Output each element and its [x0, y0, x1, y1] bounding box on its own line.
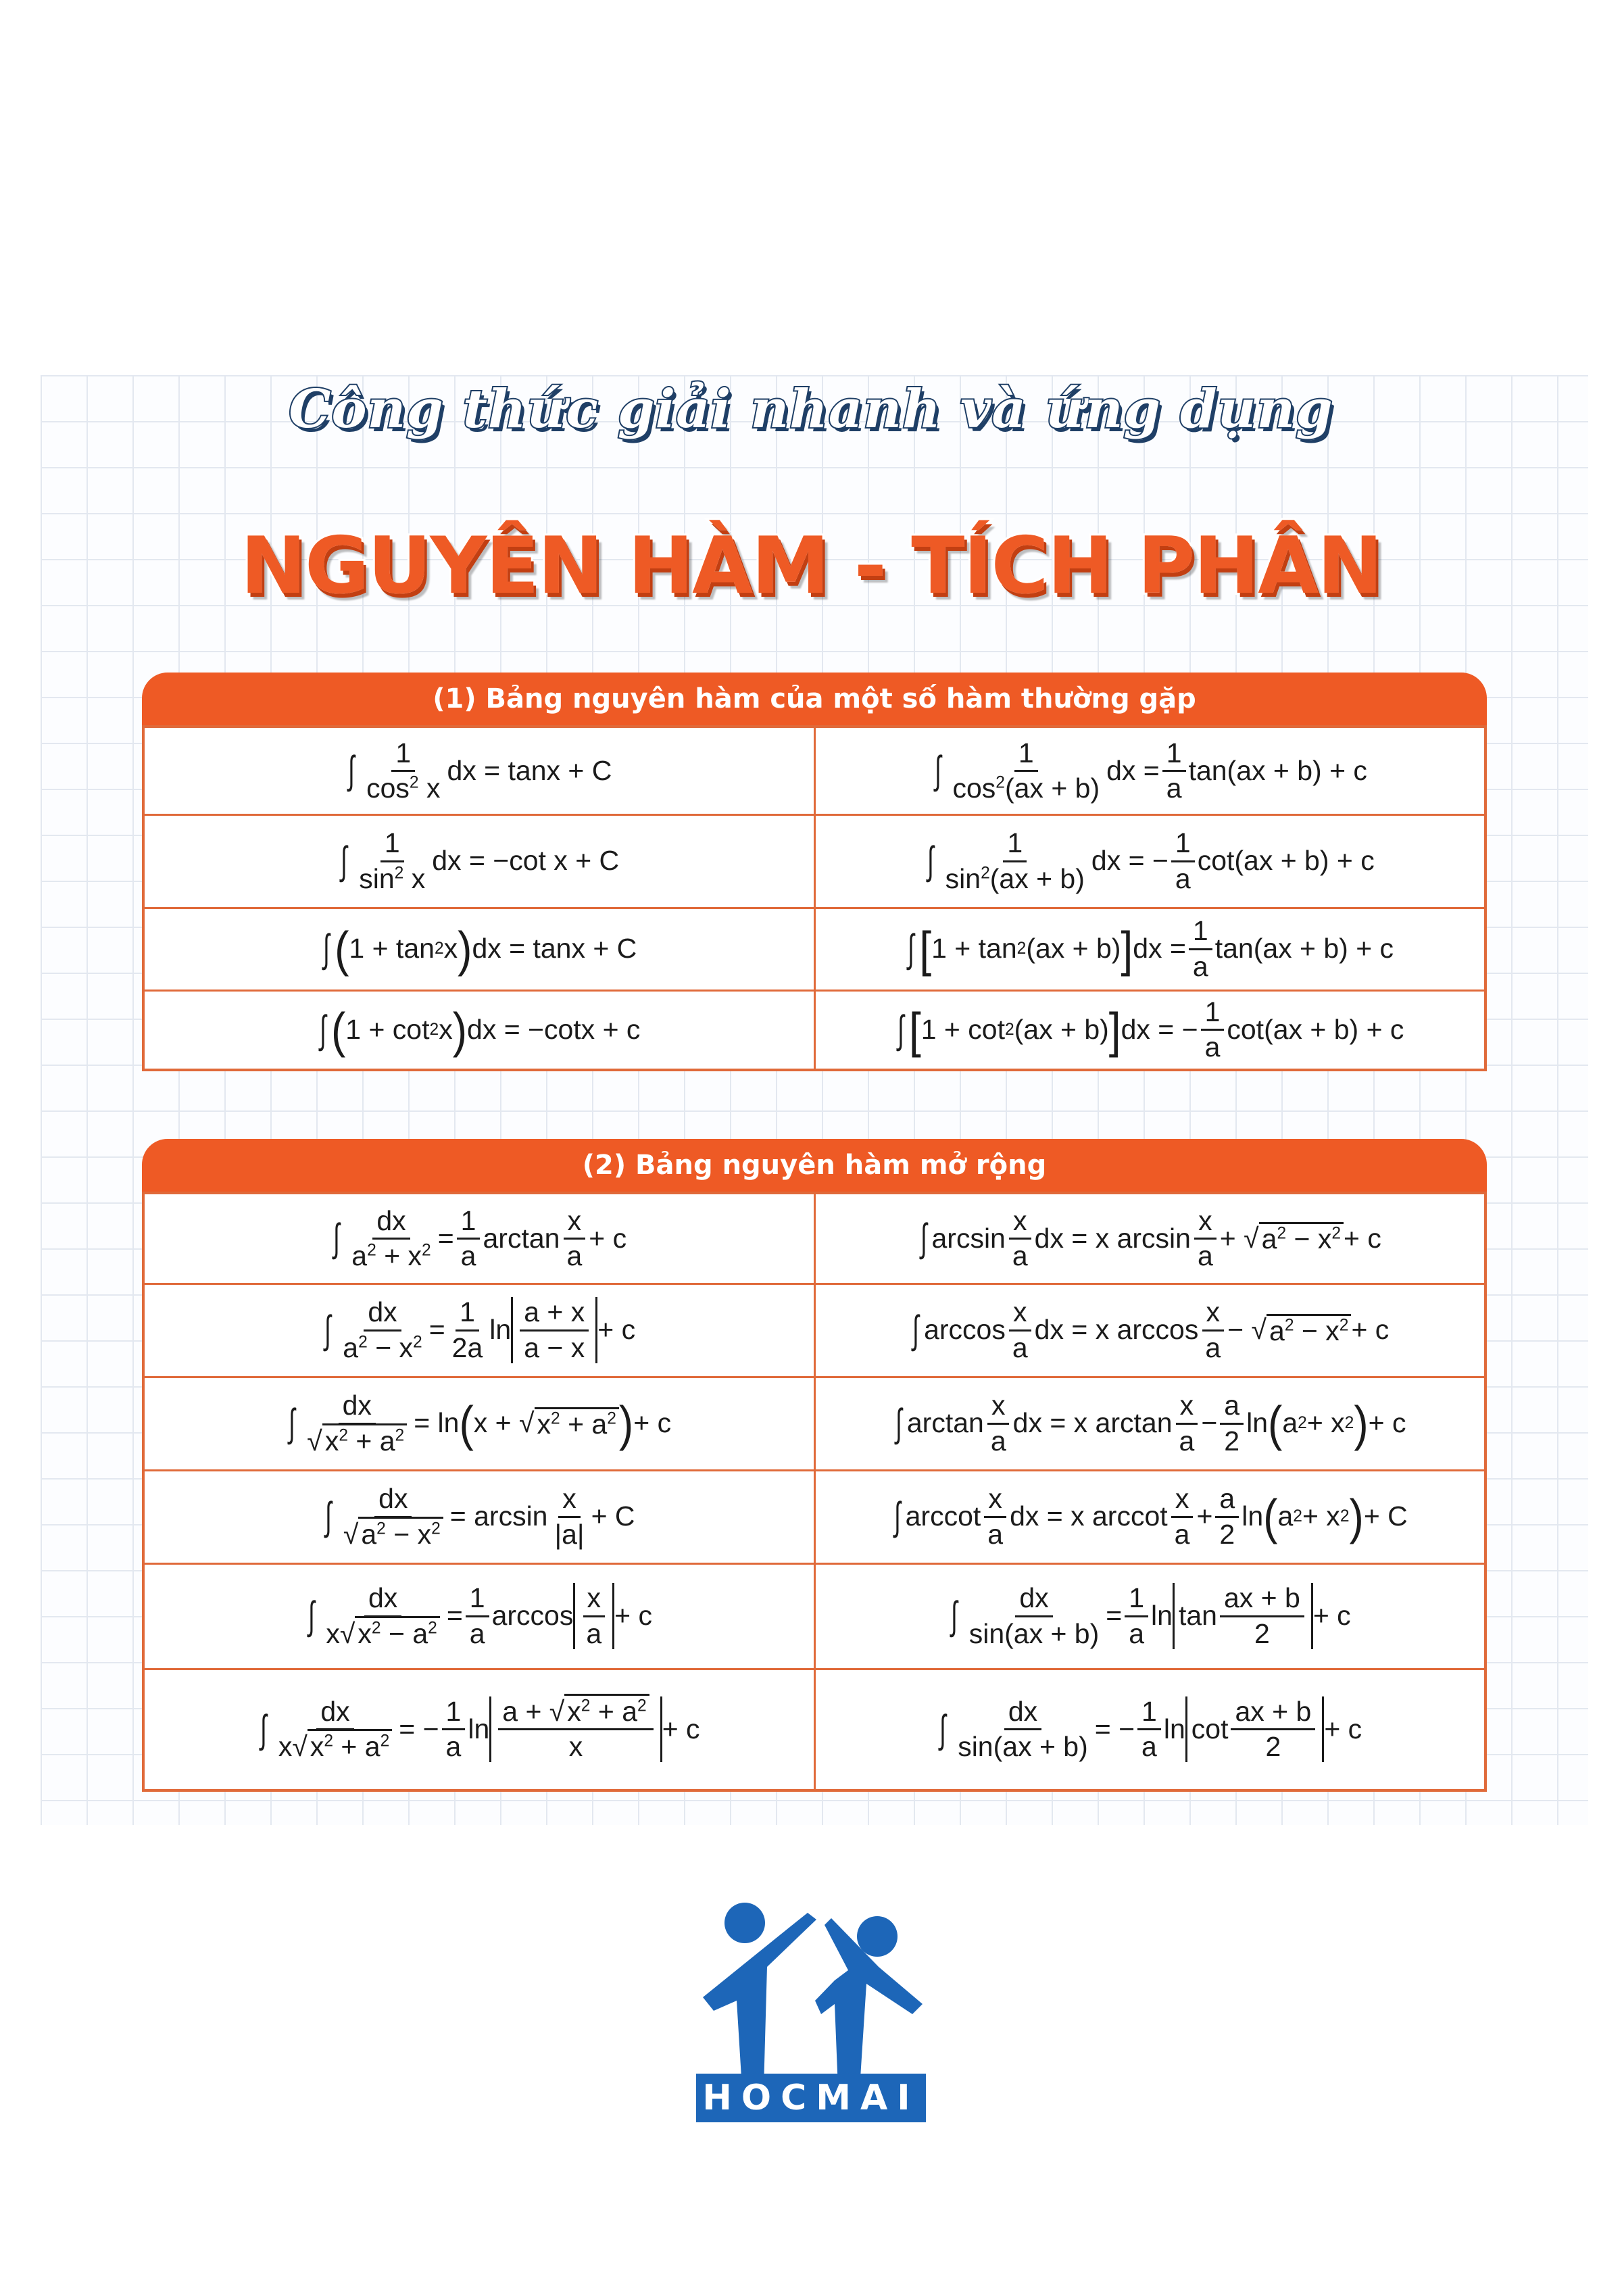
formula: ∫ arccot $\frac{x}{a}$ dx = x arccot $\frac{x}{a}$ + $\frac{a}{2}$ ln ( a 2 + x 2 ) + C: [893, 1483, 1408, 1550]
formula: ∫ $\frac{dx}{a^2 + x^2}$ = $\frac{1}{a}$ arctan $\frac{x}{a}$ + c: [333, 1204, 627, 1271]
formula: ∫ $\frac{dx}{\sin(ax + b)}$ = $\frac{1}{a}$ ln tan $\frac{ax + b}{2}$ + c: [951, 1582, 1351, 1649]
formula-cell: [143, 814, 814, 908]
formula: ∫ $\frac{1}{\cos^2 x}$ dx = tanx + C: [348, 737, 612, 804]
subtitle-heading: Công thức giải nhanh và ứng dụng: [289, 378, 1333, 440]
formula: ∫ $\frac{dx}{\sin(ax + b)}$ = − $\frac{1}{a}$ ln cot $\frac{ax + b}{2}$ + c: [939, 1696, 1362, 1763]
formula: ∫ $\frac{dx}{√a^2 - x^2}$ = arcsin $\frac{x}{|a|}$ + C: [325, 1483, 635, 1550]
formula-cell: [814, 990, 1485, 1070]
formula-cell: [143, 1669, 814, 1790]
formula-cell: [143, 1563, 814, 1669]
formula-cell: [814, 1193, 1485, 1284]
formula: ∫ $\frac{1}{\sin^2(ax + b)}$ dx = − $\frac{1}{a}$ cot(ax + b) + c: [927, 827, 1375, 894]
table-row: [143, 727, 1485, 814]
formula-cell: [143, 1284, 814, 1377]
formula-cell: [814, 1470, 1485, 1563]
formula: ∫ arccos $\frac{x}{a}$ dx = x arccos $\frac{x}{a}$ − √ $a^2 - x^2$ + c: [912, 1296, 1390, 1363]
section2-title: (2) Bảng nguyên hàm mở rộng: [142, 1139, 1487, 1192]
formula: ∫ ( 1 + tan 2 x ) dx = tanx + C: [323, 921, 637, 977]
table-row: [143, 814, 1485, 908]
formula-cell: [143, 990, 814, 1070]
formula-cell: [143, 1470, 814, 1563]
formula-cell: [814, 1669, 1485, 1790]
formula-cell: [143, 1193, 814, 1284]
formula: ∫ $\frac{dx}{a^2 - x^2}$ = $\frac{1}{2a}$ ln $\frac{a + x}{a - x}$ + c: [324, 1296, 636, 1363]
section1-title: (1) Bảng nguyên hàm của một số hàm thường gặp: [142, 673, 1487, 725]
table-row: [143, 1377, 1485, 1470]
section1-formula-table: [142, 725, 1487, 1071]
formula-cell: [814, 1563, 1485, 1669]
formula: ∫ $\frac{dx}{x√x^2 - a^2}$ = $\frac{1}{a}$ arccos $\frac{x}{a}$ + c: [308, 1582, 652, 1649]
table-row: [143, 908, 1485, 990]
section2-formula-table: [142, 1192, 1487, 1792]
formula: ∫ $\frac{1}{\sin^2 x}$ dx = −cot x + C: [341, 827, 620, 894]
formula: ∫ ( 1 + cot 2 x ) dx = −cotx + c: [320, 1002, 641, 1058]
table-row: [143, 1470, 1485, 1563]
page-title: NGUYÊN HÀM - TÍCH PHÂN: [240, 520, 1382, 612]
table-row: [143, 1563, 1485, 1669]
formula-cell: [814, 1377, 1485, 1470]
formula: ∫ arcsin $\frac{x}{a}$ dx = x arcsin $\frac{x}{a}$ + √ $a^2 - x^2$ + c: [920, 1204, 1381, 1271]
table-row: [143, 1193, 1485, 1284]
table-row: [143, 1669, 1485, 1790]
formula: ∫ [ 1 + tan 2 (ax + b) ] dx = $\frac{1}{a}$ tan(ax + b) + c: [908, 915, 1394, 982]
formula-cell: [814, 727, 1485, 814]
formula-cell: [143, 908, 814, 990]
section-extended-antiderivatives: [142, 1139, 1487, 1792]
brand-name: HOCMAI: [696, 2074, 926, 2122]
formula: ∫ $\frac{dx}{x√x^2 + a^2}$ = − $\frac{1}{a}$ ln $\frac{a + √x^2 + a^2}{x}$ + c: [258, 1696, 700, 1762]
section-basic-antiderivatives: [142, 673, 1487, 1071]
formula-cell: [143, 1377, 814, 1470]
formula-cell: [143, 727, 814, 814]
formula-cell: [814, 814, 1485, 908]
formula-cell: [814, 908, 1485, 990]
table-row: [143, 990, 1485, 1070]
formula: ∫ $\frac{1}{\cos^2(ax + b)}$ dx = $\frac{1}{a}$ tan(ax + b) + c: [934, 737, 1367, 804]
formula: ∫ [ 1 + cot 2 (ax + b) ] dx = − $\frac{1}{a}$ cot(ax + b) + c: [898, 996, 1404, 1063]
table-row: [143, 1284, 1485, 1377]
formula: ∫ $\frac{dx}{√x^2 + a^2}$ = ln ( x + √ $x^2 + a^2$ ) + c: [289, 1390, 672, 1457]
formula: ∫ arctan $\frac{x}{a}$ dx = x arctan $\frac{x}{a}$ − $\frac{a}{2}$ ln ( a 2 + x 2 ) + c: [895, 1390, 1406, 1457]
formula-cell: [814, 1284, 1485, 1377]
